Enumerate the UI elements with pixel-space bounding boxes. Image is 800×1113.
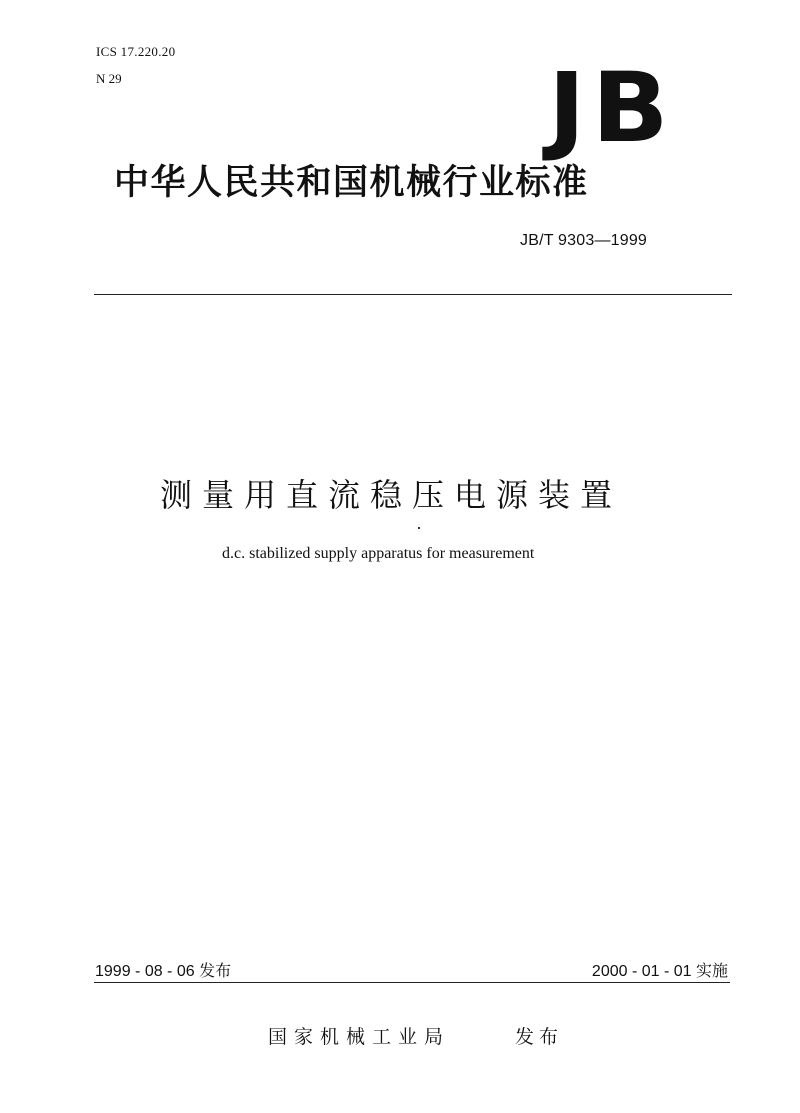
header-divider [94,294,732,295]
organization-title: 中华人民共和国机械行业标准 [114,163,589,203]
issuing-authority: 国家机械工业局 [268,1026,451,1048]
decorative-dot [418,527,420,529]
issuing-action: 发布 [515,1026,564,1048]
document-title-chinese: 测量用直流稳压电源装置 [160,476,623,514]
issue-date: 1999 - 08 - 06 发布 [95,963,232,980]
document-title-english: d.c. stabilized supply apparatus for measurement [222,545,535,562]
jb-logo: JB [548,52,675,164]
footer-divider [94,982,730,983]
classification-code: N 29 [96,71,122,86]
ics-code: ICS 17.220.20 [96,44,176,59]
standard-number: JB/T 9303—1999 [520,232,648,249]
implementation-date: 2000 - 01 - 01 实施 [591,963,728,980]
